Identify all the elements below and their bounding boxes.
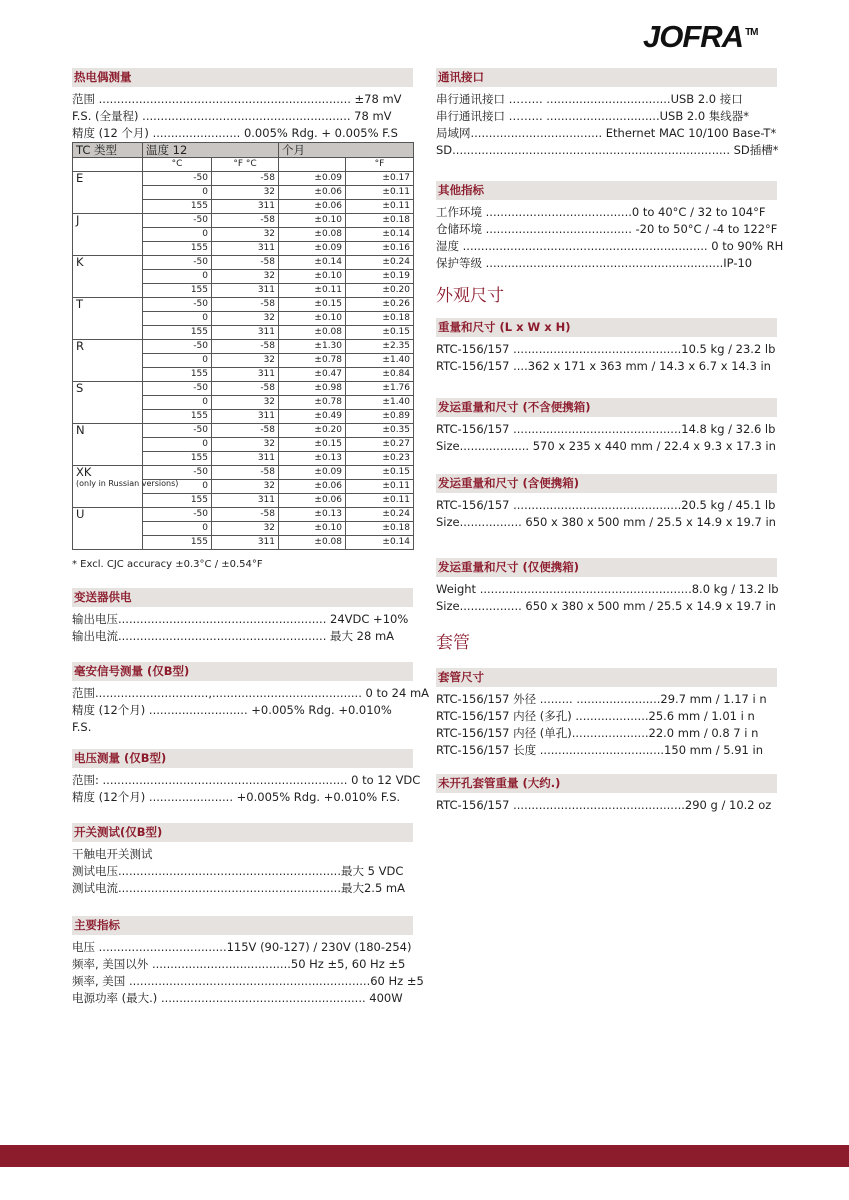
spec-row: 频率, 美国以外 ......................................50 Hz ±5, 60 Hz ±5 [72, 957, 406, 971]
table-cell: 32 [212, 480, 279, 494]
header-cell: TC 类型 [73, 143, 143, 158]
spec-row: RTC-156/157 内径 (多孔) ....................25.6 mm / 1.01 i n [436, 709, 755, 723]
table-cell: ±0.24 [346, 508, 414, 522]
sleeve-heading: 套管 [436, 633, 470, 653]
table-cell: ±0.11 [346, 480, 414, 494]
spec-row: 电源功率 (最大.) ........................................................ 400W [72, 991, 403, 1005]
table-cell: 0 [143, 354, 212, 368]
spec-row: 输出电流......................................................... 最大 28 mA [72, 629, 395, 643]
table-cell: -58 [212, 382, 279, 396]
table-cell: -58 [212, 424, 279, 438]
table-cell: ±0.24 [346, 256, 414, 270]
table-cell: -50 [143, 340, 212, 354]
sleeve-section [436, 668, 777, 759]
table-cell: ±0.18 [346, 522, 414, 536]
table-row [73, 340, 414, 354]
table-cell: ±0.13 [279, 508, 346, 522]
table-cell: ±0.15 [346, 326, 414, 340]
spec-row: 保护等级 .................................................................IP-10 [436, 256, 753, 270]
table-cell: 311 [212, 452, 279, 466]
table-cell: 32 [212, 522, 279, 536]
table-cell: -58 [212, 508, 279, 522]
footer-bar [0, 1145, 849, 1167]
section-header: 发运重量和尺寸 (不含便携箱) [436, 398, 777, 417]
table-cell: 0 [143, 522, 212, 536]
table-cell: -50 [143, 466, 212, 480]
table-cell: 32 [212, 228, 279, 242]
table-cell: 32 [212, 396, 279, 410]
spec-row: RTC-156/157 ...............................................290 g / 10.2 oz [436, 798, 772, 812]
switch-section [72, 823, 413, 897]
spec-row: RTC-156/157 ..............................................10.5 kg / 23.2 lb [436, 342, 776, 356]
table-cell: ±1.30 [279, 340, 346, 354]
other-section [436, 181, 784, 272]
tc-type-cell [73, 465, 179, 508]
spec-row: 范围: ................................................................... 0 to 12 VDC [72, 773, 421, 787]
table-cell: ±0.09 [279, 466, 346, 480]
header-cell: 个月 [279, 143, 414, 158]
header-cell: °F [346, 158, 414, 172]
table-cell: ±0.78 [279, 396, 346, 410]
table-cell: ±0.26 [346, 298, 414, 312]
spec-row: 输出电压......................................................... 24VDC +10% [72, 612, 409, 626]
table-cell: ±0.06 [279, 200, 346, 214]
spec-row: 串行通讯接口 ……... ..................................USB 2.0 接口 [436, 92, 743, 106]
spec-row: 工作环境 ........................................0 to 40°C / 32 to 104°F [436, 205, 766, 219]
table-cell: 32 [212, 354, 279, 368]
spec-row: 测试电流.............................................................最大2.5 mA [72, 881, 405, 895]
table-cell: ±0.14 [346, 536, 414, 550]
table-cell: -50 [143, 508, 212, 522]
tc-type-label: XK [76, 465, 92, 479]
spec-row: Size................... 570 x 235 x 440 mm / 22.4 x 9.3 x 17.3 in [436, 439, 776, 453]
table-cell: 155 [143, 368, 212, 382]
tc-type-cell [73, 214, 143, 256]
table-cell: ±0.09 [279, 172, 346, 186]
tc-type-cell [73, 256, 143, 298]
comm-section [436, 68, 777, 159]
table-cell: -58 [212, 256, 279, 270]
section-header: 其他指标 [436, 181, 777, 200]
spec-row: 频率, 美国 ..................................................................60 Hz ±5 [72, 974, 424, 988]
dimensions-heading: 外观尺寸 [436, 286, 504, 306]
spec-row: 湿度 ................................................................... 0 to 90% RH [436, 239, 784, 253]
table-cell: 155 [143, 200, 212, 214]
table-cell: ±0.10 [279, 522, 346, 536]
table-cell: ±0.11 [346, 494, 414, 508]
table-cell: ±0.20 [346, 284, 414, 298]
section-header: 通讯接口 [436, 68, 777, 87]
table-cell: 0 [143, 396, 212, 410]
spec-row: Size................. 650 x 380 x 500 mm / 25.5 x 14.9 x 19.7 in [436, 599, 776, 613]
table-cell: 311 [212, 368, 279, 382]
table-header-row [73, 143, 414, 158]
table-cell: ±0.14 [279, 256, 346, 270]
table-cell: 0 [143, 228, 212, 242]
table-row [73, 382, 414, 396]
section-header: 主要指标 [72, 916, 413, 935]
table-cell: 155 [143, 536, 212, 550]
header-cell: °C [143, 158, 212, 172]
section-header: 发运重量和尺寸 (仅便携箱) [436, 558, 777, 577]
spec-row: RTC-156/157 外径 ......... .......................29.7 mm / 1.17 i n [436, 692, 767, 706]
table-cell: 0 [143, 438, 212, 452]
spec-row: 干触电开关测试 [72, 847, 153, 861]
tc-type-label: U [76, 507, 85, 521]
thermocouple-section [72, 68, 413, 572]
shipping-no-case-section [436, 398, 777, 455]
table-cell: 32 [212, 312, 279, 326]
table-cell: ±0.20 [279, 424, 346, 438]
weight-section [436, 318, 777, 375]
tc-type-label: J [76, 213, 80, 227]
spec-row: 仓储环境 ........................................ -20 to 50°C / -4 to 122°F [436, 222, 778, 236]
table-cell: ±0.17 [346, 172, 414, 186]
tc-type-label: N [76, 423, 85, 437]
table-row [73, 214, 414, 228]
footnote: * Excl. CJC accuracy ±0.3°C / ±0.54°F [72, 559, 263, 570]
sleeve-weight-section [436, 774, 777, 814]
left-column [72, 68, 430, 1007]
tc-type-cell [73, 340, 143, 382]
table-cell: ±0.18 [346, 312, 414, 326]
spec-row: 范围...............................,......................................... 0 to 24 mA [72, 686, 430, 700]
header-cell: °F °C [212, 158, 279, 172]
table-cell: 0 [143, 480, 212, 494]
table-cell: ±1.76 [346, 382, 414, 396]
table-cell: ±0.11 [346, 186, 414, 200]
tc-type-note: (only in Russian versions) [76, 479, 179, 488]
table-cell: ±0.27 [346, 438, 414, 452]
table-cell: -50 [143, 172, 212, 186]
table-cell: -50 [143, 256, 212, 270]
table-cell: ±0.15 [279, 298, 346, 312]
table-cell: 311 [212, 326, 279, 340]
tc-type-cell [73, 298, 143, 340]
spec-row: Size................. 650 x 380 x 500 mm / 25.5 x 14.9 x 19.7 in [436, 515, 776, 529]
tc-type-cell [73, 172, 143, 214]
tc-type-label: K [76, 255, 84, 269]
tc-type-cell [73, 508, 143, 550]
table-cell: ±0.13 [279, 452, 346, 466]
table-cell: -50 [143, 424, 212, 438]
table-cell: ±0.15 [279, 438, 346, 452]
spec-row: SD............................................................................ SD插槽* [436, 143, 779, 157]
section-header: 毫安信号测量 (仅B型) [72, 662, 413, 681]
table-cell: 155 [143, 242, 212, 256]
table-cell: ±0.18 [346, 214, 414, 228]
shipping-with-case-section [436, 474, 777, 531]
table-cell: 0 [143, 270, 212, 284]
section-header: 电压测量 (仅B型) [72, 749, 413, 768]
table-cell: 311 [212, 242, 279, 256]
table-cell: 155 [143, 284, 212, 298]
table-cell: ±0.19 [346, 270, 414, 284]
table-cell: -50 [143, 214, 212, 228]
table-cell: 311 [212, 410, 279, 424]
spec-row: 电压 ...................................115V (90-127) / 230V (180-254) [72, 940, 412, 954]
tc-type-label: T [76, 297, 84, 311]
spec-row: 范围 ..................................................................... ±78 mV [72, 92, 402, 106]
spec-row: 精度 (12个月) ........................... +0.005% Rdg. +0.010% F.S. [72, 703, 392, 734]
tc-type-label: R [76, 339, 84, 353]
spec-row: 局域网.................................... Ethernet MAC 10/100 Base-T* [436, 126, 777, 140]
table-row [73, 298, 414, 312]
table-cell: ±0.08 [279, 326, 346, 340]
table-cell: ±0.08 [279, 536, 346, 550]
spec-row: 精度 (12个月) ....................... +0.005% Rdg. +0.010% F.S. [72, 790, 401, 804]
spec-row: RTC-156/157 ....362 x 171 x 363 mm / 14.3 x 6.7 x 14.3 in [436, 359, 771, 373]
table-cell: 311 [212, 200, 279, 214]
table-cell: 155 [143, 326, 212, 340]
table-cell: ±0.15 [346, 466, 414, 480]
spec-row: RTC-156/157 内径 (单孔).....................22.0 mm / 0.8 7 i n [436, 726, 759, 740]
section-header: 变送器供电 [72, 588, 413, 607]
table-cell: ±0.98 [279, 382, 346, 396]
table-cell: -58 [212, 298, 279, 312]
table-cell: ±0.10 [279, 270, 346, 284]
section-header: 重量和尺寸 (L x W x H) [436, 318, 777, 337]
table-cell: ±0.09 [279, 242, 346, 256]
table-cell: 0 [143, 186, 212, 200]
tc-type-cell [73, 424, 143, 466]
table-cell: ±0.06 [279, 186, 346, 200]
spec-row: RTC-156/157 ..............................................14.8 kg / 32.6 lb [436, 422, 776, 436]
table-row [73, 508, 414, 522]
spec-row: F.S. (全量程) ......................................................... 78 mV [72, 109, 392, 123]
tc-type-label: E [76, 171, 84, 185]
section-header: 热电偶测量 [72, 68, 413, 87]
table-cell: ±0.84 [346, 368, 414, 382]
table-cell: ±0.23 [346, 452, 414, 466]
table-cell: ±0.08 [279, 228, 346, 242]
table-cell: 32 [212, 186, 279, 200]
table-cell: -50 [143, 382, 212, 396]
table-cell: ±0.06 [279, 480, 346, 494]
ma-section [72, 662, 430, 736]
table-cell: 155 [143, 452, 212, 466]
transmitter-section [72, 588, 413, 645]
table-cell: ±0.11 [279, 284, 346, 298]
tc-type-label: S [76, 381, 84, 395]
main-spec-section [72, 916, 424, 1007]
table-cell: ±0.10 [279, 214, 346, 228]
section-header: 开关测试(仅B型) [72, 823, 413, 842]
tc-type-cell [73, 382, 143, 424]
table-cell: -58 [212, 214, 279, 228]
table-cell: -50 [143, 298, 212, 312]
table-row [73, 256, 414, 270]
thermocouple-accuracy-table [72, 142, 414, 550]
spec-row: Weight ..........................................................8.0 kg / 13.2 lb [436, 582, 779, 596]
table-row [73, 424, 414, 438]
header-cell [279, 158, 346, 172]
spec-row: 精度 (12 个月) ........................ 0.005% Rdg. + 0.005% F.S [72, 126, 398, 140]
table-cell: 155 [143, 494, 212, 508]
table-cell: 0 [143, 312, 212, 326]
section-header: 未开孔套管重量 (大约.) [436, 774, 777, 793]
table-cell: 32 [212, 438, 279, 452]
jofra-logo: JOFRA ™ [643, 19, 758, 54]
table-cell: -58 [212, 466, 279, 480]
voltage-section [72, 749, 421, 806]
table-row [73, 172, 414, 186]
spec-row: 测试电压.............................................................最大 5 VDC [72, 864, 404, 878]
section-header: 套管尺寸 [436, 668, 777, 687]
spec-row: RTC-156/157 ..............................................20.5 kg / 45.1 lb [436, 498, 776, 512]
section-header: 发运重量和尺寸 (含便携箱) [436, 474, 777, 493]
table-cell: ±1.40 [346, 354, 414, 368]
right-column [436, 68, 784, 814]
table-cell: ±0.14 [346, 228, 414, 242]
table-cell: ±0.47 [279, 368, 346, 382]
table-cell: ±0.10 [279, 312, 346, 326]
table-cell: 311 [212, 494, 279, 508]
spec-row: 串行通讯接口 ……... ...............................USB 2.0 集线器* [436, 109, 750, 123]
table-cell: ±0.49 [279, 410, 346, 424]
header-cell [73, 158, 143, 172]
table-row [73, 466, 414, 480]
table-cell: ±1.40 [346, 396, 414, 410]
table-cell: ±0.89 [346, 410, 414, 424]
table-cell: 311 [212, 284, 279, 298]
table-cell: 311 [212, 536, 279, 550]
header-cell: 温度 12 [143, 143, 279, 158]
table-cell: ±0.78 [279, 354, 346, 368]
table-cell: ±0.16 [346, 242, 414, 256]
shipping-case-only-section [436, 558, 777, 615]
table-cell: ±0.11 [346, 200, 414, 214]
table-cell: -58 [212, 340, 279, 354]
table-subheader-row [73, 158, 414, 172]
table-cell: 32 [212, 270, 279, 284]
table-cell: 155 [143, 410, 212, 424]
table-cell: ±0.06 [279, 494, 346, 508]
table-cell: -58 [212, 172, 279, 186]
spec-row: RTC-156/157 长度 ..................................150 mm / 5.91 in [436, 743, 763, 757]
table-cell: ±2.35 [346, 340, 414, 354]
table-cell: ±0.35 [346, 424, 414, 438]
